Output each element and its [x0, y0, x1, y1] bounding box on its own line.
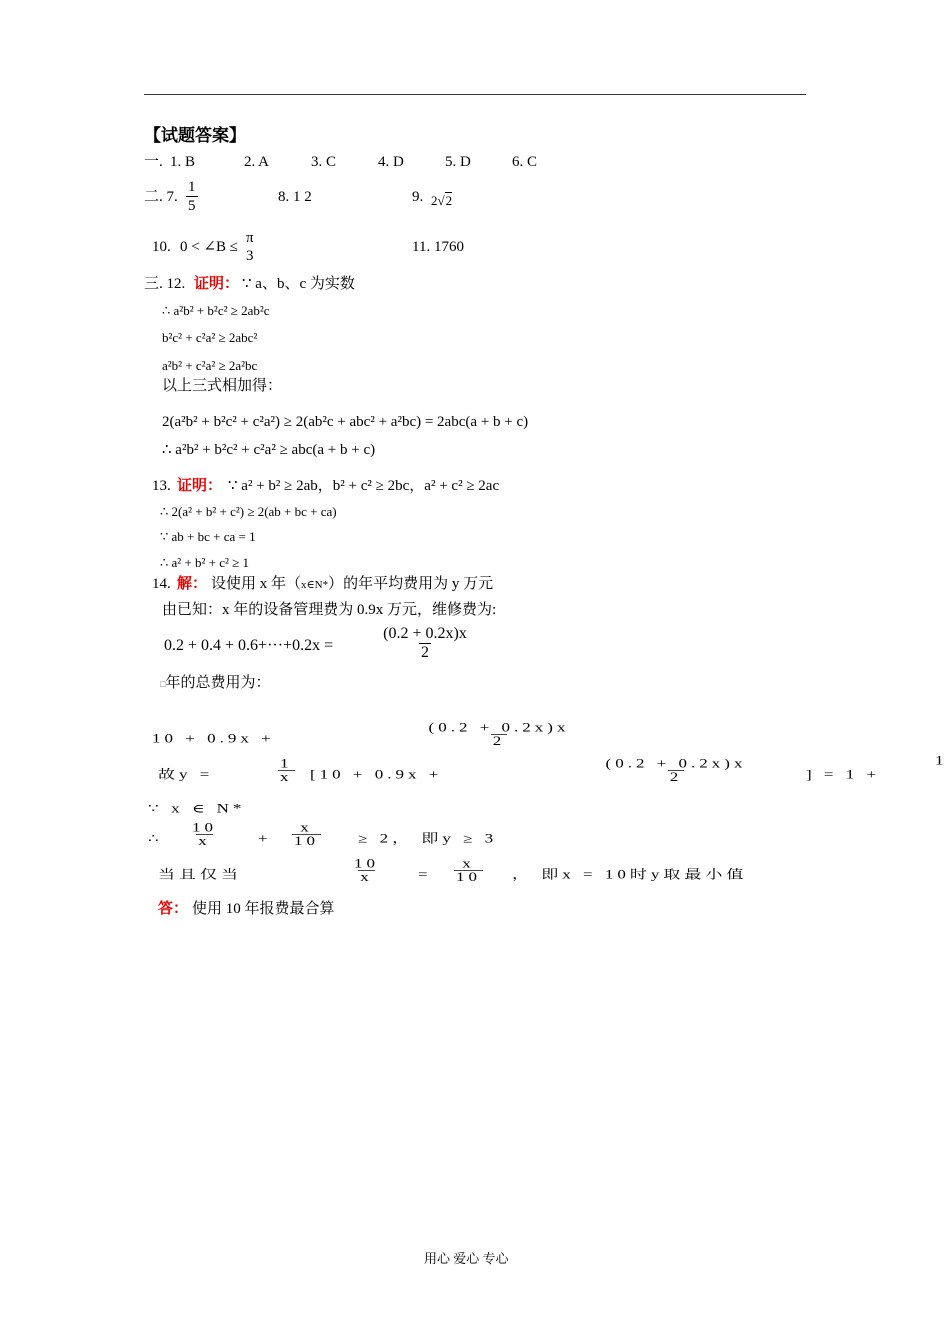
q9-label: 9. [412, 189, 424, 205]
q14-solve-word: 解： [177, 576, 208, 592]
q14-eq-frac2: $\frac{x}{10}$ [456, 856, 481, 884]
q14-y-frac2: $\frac{(0.2 + 0.2x)x}{2}$ [605, 756, 747, 784]
answer-item: 1. B [170, 154, 196, 170]
q14-sum-lhs: 0.2 + 0.4 + 0.6+···+0.2x = [164, 637, 334, 654]
page-footer: 用心 爱心 专心 [424, 1251, 509, 1266]
section1-prefix: 一. [144, 154, 163, 170]
header-rule [144, 94, 806, 95]
q10-label: 10. [152, 239, 171, 255]
q14-eq-frac1: $\frac{10}{x}$ [354, 856, 379, 884]
q14-ineq-plus: + [258, 831, 272, 846]
q13-line2: ∵ ab + bc + ca = 1 [160, 529, 256, 544]
q10-expr: 0 < ∠B ≤ [180, 239, 239, 255]
q13-proof-word: 证明： [177, 478, 223, 494]
answer-item: 2. A [244, 154, 270, 170]
q12-line5: ∴ a²b² + b²c² + c²a² ≥ abc(a + b + c) [162, 442, 376, 458]
q14-cost-fraction: $\frac{(0.2 + 0.2x)x}{2}$ [428, 720, 570, 748]
q14-y-tail: 1 [935, 753, 948, 768]
q11-answer: 11. 1760 [412, 239, 464, 255]
q12-given: ∵ a、b、c 为实数 [242, 276, 355, 292]
q14-intro: 设使用 x 年（x∈N*）的年平均费用为 y 万元 [211, 576, 494, 592]
q8-answer: 8. 1 2 [278, 189, 312, 205]
q12-line3: a²b² + c²a² ≥ 2a²bc [162, 358, 258, 373]
answer-item: 4. D [378, 154, 404, 170]
q14-domain: ∵ x ∈ N* [148, 801, 246, 816]
q14-y-rhs: ] = 1 + [806, 767, 881, 782]
q14-y-mid: [10 + 0.9x + [310, 767, 443, 782]
q12-label: 三. 12. [144, 276, 186, 292]
q12-line1: ∴ a²b² + b²c² ≥ 2ab²c [162, 303, 270, 318]
q14-answer-word: 答： [158, 901, 189, 917]
q14-ineq-frac2: $\frac{x}{10}$ [294, 820, 319, 848]
q14-sum-fraction: $\frac{(0.2 + 0.2x)x}{2}$ [383, 625, 467, 661]
q14-total-text: □年的总费用为： [160, 675, 271, 691]
q14-ineq-lhs: ∴ [148, 831, 163, 846]
answers-heading: 【试题答案】 [144, 126, 246, 145]
q14-eq-lhs: 当且仅当 [158, 867, 242, 882]
q14-answer-text: 使用 10 年报费最合算 [192, 901, 335, 917]
q7-prefix: 二. 7. [144, 189, 178, 205]
q13-line3: ∴ a² + b² + c² ≥ 1 [160, 555, 250, 570]
q14-y-frac1: $\frac{1}{x}$ [280, 756, 293, 784]
q12-line4: 2(a²b² + b²c² + c²a²) ≥ 2(ab²c + abc² + a²bc) = 2abc(a + b + c) [162, 414, 529, 430]
q14-cost-lhs: 10 + 0.9x + [152, 731, 275, 746]
answer-item: 3. C [311, 154, 337, 170]
q10-fraction: π 3 [246, 230, 254, 264]
q14-ineq-frac1: $\frac{10}{x}$ [192, 820, 217, 848]
answer-item: 5. D [445, 154, 471, 170]
q13-line1: ∴ 2(a² + b² + c²) ≥ 2(ab + bc + ca) [160, 504, 337, 519]
q14-eq-rhs: ， 即x = 10时y取最小值 [512, 867, 748, 882]
q14-known: 由已知：x 年的设备管理费为 0.9x 万元，维修费为: [162, 602, 497, 618]
q13-given: ∵ a² + b² ≥ 2ab，b² + c² ≥ 2bc，a² + c² ≥ 2ac [228, 478, 500, 494]
q14-y-lhs: 故y = [158, 767, 214, 782]
q7-fraction: $\frac{1}{5}$ [188, 179, 196, 214]
q9-sqrt: 2√2 [431, 193, 453, 208]
q12-sum-text: 以上三式相加得： [162, 378, 283, 394]
q12-line2: b²c² + c²a² ≥ 2abc² [162, 330, 258, 345]
q12-proof-word: 证明： [194, 276, 240, 292]
q13-label: 13. [152, 478, 171, 494]
q14-ineq-rhs: ≥ 2， 即y ≥ 3 [358, 831, 498, 846]
q14-eq-mid: = [418, 867, 432, 882]
answer-item: 6. C [512, 154, 538, 170]
q14-label: 14. [152, 576, 171, 592]
